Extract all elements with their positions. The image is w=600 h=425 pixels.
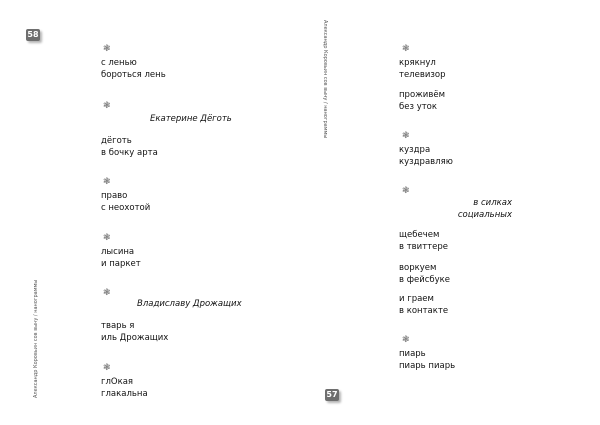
running-title-left: Александр Коровьин сов выну / нанограммы xyxy=(33,279,39,398)
poem-dedication: Владиславу Дрожащих xyxy=(137,299,242,309)
poem-line: и граем xyxy=(399,294,434,304)
poem-line: в контакте xyxy=(399,306,449,316)
flower-ornament-icon: ❃ xyxy=(103,233,111,243)
flower-ornament-icon: ❃ xyxy=(402,186,410,196)
flower-ornament-icon: ❃ xyxy=(103,44,111,54)
poem-line: в бочку арта xyxy=(101,148,158,158)
flower-ornament-icon: ❃ xyxy=(103,288,111,298)
poem-line: в фейсбуке xyxy=(399,275,451,285)
poem-line: тварь я xyxy=(101,321,135,331)
flower-ornament-icon: ❃ xyxy=(103,177,111,187)
poem-line: право xyxy=(101,191,128,201)
poem-line: крякнул xyxy=(399,58,436,68)
poem-line: щебечем xyxy=(399,230,440,240)
poem-line: без уток xyxy=(399,102,438,112)
poem-line: телевизор xyxy=(399,70,446,80)
poem-line: пиарь пиарь xyxy=(399,361,456,371)
poem-line: бороться лень xyxy=(101,70,166,80)
poem-dedication: в силках xyxy=(473,198,512,208)
poem-line: глакальна xyxy=(101,389,148,399)
poem-line: пиарь xyxy=(399,349,426,359)
poem-line: в твиттере xyxy=(399,242,448,252)
poem-line: иль Дрожащих xyxy=(101,333,169,343)
flower-ornament-icon: ❃ xyxy=(402,335,410,345)
flower-ornament-icon: ❃ xyxy=(402,131,410,141)
flower-ornament-icon: ❃ xyxy=(103,101,111,111)
page-number-right: 57 xyxy=(326,390,338,399)
page-number-left: 58 xyxy=(27,30,39,39)
poem-line: с неохотой xyxy=(101,203,151,213)
poem-line: и паркет xyxy=(101,259,141,269)
flower-ornament-icon: ❃ xyxy=(402,44,410,54)
flower-ornament-icon: ❃ xyxy=(103,363,111,373)
poem-dedication: социальных xyxy=(457,210,512,220)
poem-line: куздра xyxy=(399,145,431,155)
poem-line: воркуем xyxy=(399,263,437,273)
running-title-right: Александр Коровьин сов выну / нанограммы xyxy=(322,20,328,139)
poem-line: куздравляю xyxy=(399,157,453,167)
poem-line: лысина xyxy=(101,247,135,257)
poem-dedication: Екатерине Дёготь xyxy=(150,114,232,124)
poem-line: дёготь xyxy=(101,136,132,146)
poem-line: глОкая xyxy=(101,377,134,387)
poem-line: с ленью xyxy=(101,58,137,68)
poem-line: проживём xyxy=(399,90,445,100)
